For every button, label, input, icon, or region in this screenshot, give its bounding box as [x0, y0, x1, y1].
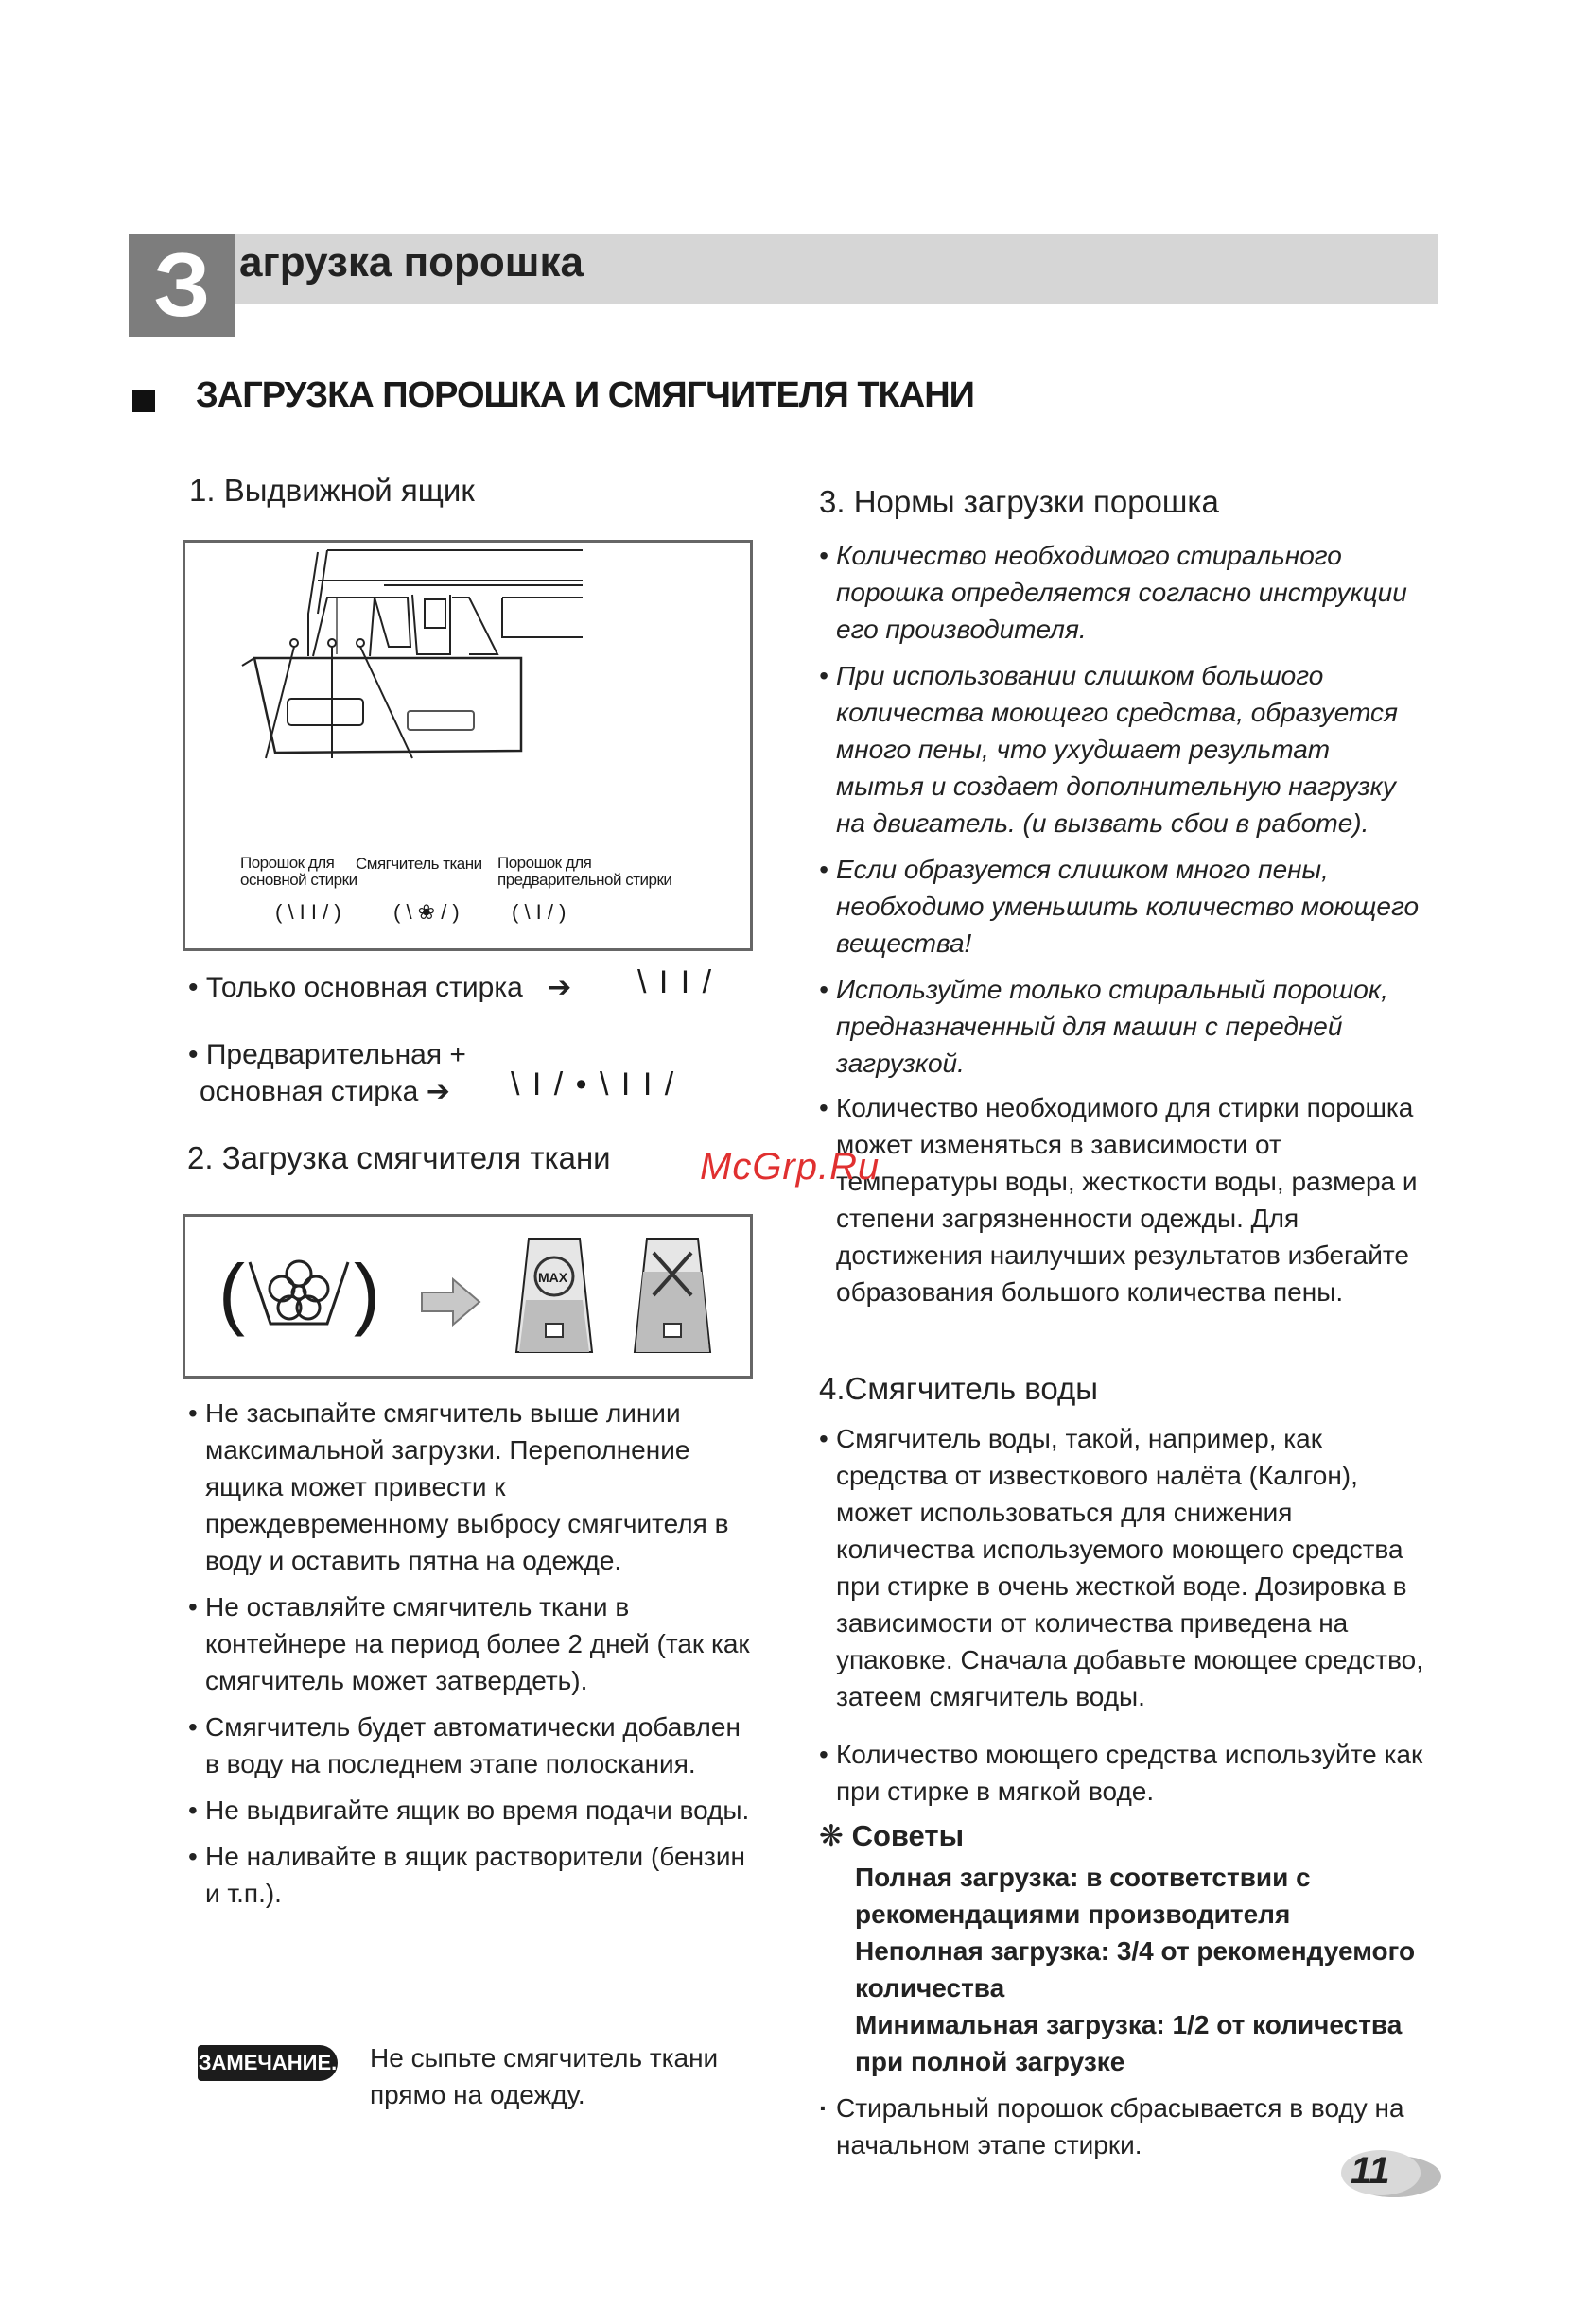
tips-block: [855, 1859, 1422, 2080]
softener-heading: 2. Загрузка смягчителя ткани: [187, 1140, 611, 1175]
tip-minimal: Минимальная загрузка: 1/2 от количества при полной загрузке: [855, 2010, 1403, 2076]
watermark: McGrp.Ru: [700, 1146, 880, 1188]
softener-figure: [183, 1214, 753, 1379]
section-title: ЗАГРУЗКА ПОРОШКА И СМЯГЧИТЕЛЯ ТКАНИ: [196, 375, 974, 415]
list-item: • Не оставляйте смягчитель ткани в контейнере на период более 2 дней (так как смягчитель может затвердеть).: [188, 1588, 756, 1699]
norms-italic-list: [819, 537, 1424, 1091]
max-label: MAX: [538, 1270, 568, 1285]
list-item: • При использовании слишком большого количества моющего средства, образуется много пены, что ухудшает результат мытья и создает дополнительную нагрузку на двигатель. (и вызвать сбои в работе).: [819, 657, 1424, 841]
list-item: • Количество моющего средства используйте как при стирке в мягкой воде.: [819, 1736, 1424, 1810]
list-item: • Количество необходимого для стирки порошка может изменяться в зависимости от температуры воды, жесткости воды, размера и степени загрязненности одежды. Для достижения наилучших результатов избегайте образования большого количества пены.: [819, 1089, 1424, 1310]
norms-plain-list: [819, 1089, 1424, 1320]
list-item: • Не выдвигайте ящик во время подачи воды.: [188, 1792, 756, 1829]
drawer-heading: 1. Выдвижной ящик: [189, 473, 475, 508]
list-item: • Если образуется слишком много пены, необходимо уменьшить количество моющего вещества!: [819, 851, 1424, 962]
tips-heading: ❋ Советы: [819, 1819, 965, 1852]
softener-sym-right: ): [354, 1248, 380, 1337]
tip-partial: Неполная загрузка: 3/4 от рекомендуемого количества: [855, 1936, 1416, 2003]
list-item: • Используйте только стиральный порошок, предназначенный для машин с передней загрузкой.: [819, 971, 1424, 1082]
drawer-figure: [183, 540, 753, 951]
max-line-container-icon: [512, 1234, 597, 1361]
flower-icon: [242, 1253, 356, 1338]
arrow-icon: ➔: [548, 972, 572, 1003]
softener-sym-left: (: [218, 1248, 245, 1337]
list-item: • Не наливайте в ящик растворители (бензин и т.п.).: [188, 1838, 756, 1912]
main-wash-symbol: \ I I /: [637, 964, 714, 1000]
list-item: • Количество необходимого стирального порошка определяется согласно инструкции его производителя.: [819, 537, 1424, 648]
softener-bullet-list: [188, 1395, 756, 1921]
norms-heading: 3. Нормы загрузки порошка: [819, 484, 1219, 519]
arrow-icon: ➔: [426, 1076, 450, 1107]
only-main-wash: • Только основная стирка ➔: [188, 972, 572, 1003]
tip-full: Полная загрузка: в соответствии с рекомендациями производителя: [855, 1863, 1311, 1929]
water-softener-list: [819, 1420, 1424, 1819]
list-item: • Не засыпайте смягчитель выше линии максимальной загрузки. Переполнение ящика может привести к преждевременному выбросу смягчителя в воду и оставить пятна на одежде.: [188, 1395, 756, 1579]
overfilled-container-icon: [630, 1234, 715, 1361]
list-item: · Стиральный порошок сбрасывается в воду на начальном этапе стирки.: [819, 2090, 1424, 2163]
page-number: 11: [1351, 2150, 1390, 2192]
label-prewash: Порошок для предварительной стирки: [497, 854, 672, 889]
symbol-prewash: ( \ I / ): [512, 900, 567, 924]
note-text: Не сыпьте смягчитель ткани прямо на одежду.: [370, 2043, 719, 2109]
note-badge: ЗАМЕЧАНИЕ.: [198, 2045, 338, 2081]
water-softener-heading: 4.Смягчитель воды: [819, 1371, 1098, 1406]
symbol-main-wash: ( \ I I / ): [275, 900, 341, 924]
pre-main-wash: • Предварительная + основная стирка ➔: [188, 1039, 466, 1107]
arrow-right-icon: [417, 1274, 483, 1330]
list-item: • Смягчитель воды, такой, например, как средства от известкового налёта (Калгон), может использоваться для снижения количества используемого моющего средства при стирке в очень жесткой воде. Дозировка в зависимости от количества приведена на упаковке. Сначала добавьте моющее средство, затеем смягчитель воды.: [819, 1420, 1424, 1715]
section-marker-icon: [132, 390, 155, 412]
label-softener: Смягчитель ткани: [356, 855, 482, 873]
page-title: агрузка порошка: [239, 239, 584, 286]
chapter-letter: З: [153, 234, 211, 336]
list-item: • Смягчитель будет автоматически добавлен в воду на последнем этапе полоскания.: [188, 1708, 756, 1782]
label-main-wash: Порошок для основной стирки: [240, 854, 357, 889]
symbol-softener: ( \ ❀ / ): [393, 900, 460, 924]
pre-main-symbol: \ I / • \ I I /: [511, 1067, 676, 1102]
